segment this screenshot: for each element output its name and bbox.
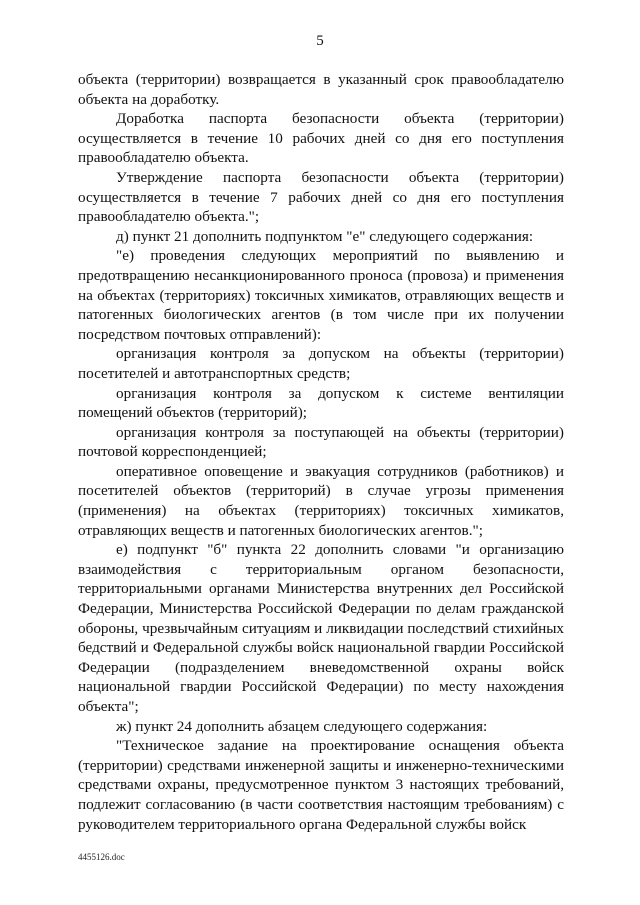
paragraph: Утверждение паспорта безопасности объекта (территории) осуществляется в течение 7 рабочих дней со дня его поступления правообладателю объекта."; — [78, 168, 564, 226]
paragraph: ж) пункт 24 дополнить абзацем следующего содержания: — [116, 717, 488, 735]
paragraph: организация контроля за поступающей на объекты (территории) почтовой корреспонденцией; — [78, 423, 564, 461]
page-number: 5 — [316, 33, 324, 49]
paragraph: д) пункт 21 дополнить подпунктом "е" следующего содержания: — [116, 227, 534, 245]
paragraph: "е) проведения следующих мероприятий по выявлению и предотвращению несанкционированного проноса (провоза) и применения на объектах (территориях) токсичных химикатов, отравляющих веществ и патогенных биологических агентов (в том числе при их получении посредством почтовых отправлений): — [78, 247, 564, 343]
paragraph: объекта (территории) возвращается в указанный срок правообладателю объекта на доработку. — [78, 71, 564, 108]
paragraph: организация контроля за допуском к системе вентиляции помещений объектов (территорий); — [78, 384, 564, 422]
paragraph: "Техническое задание на проектирование оснащения объекта (территории) средствами инженерной защиты и инженерно-техническими средствами охраны, предусмотренное пунктом 3 настоящих требований, подлежит согласованию (в части соответствия настоящим требованиям) с руководителем территориального органа Федеральной службы войск — [78, 737, 564, 833]
paragraph: е) подпункт "б" пункта 22 дополнить словами "и организацию взаимодействия с территориальным органом безопасности, территориальными органами Министерства внутренних дел Российской Федерации, Министерства Российской Федерации по делам гражданской обороны, чрезвычайным ситуациям и ликвидации последствий стихийных бедствий и Федеральной службы войск национальной гвардии Российской Федерации (подразделением вневедомственной охраны войск национальной гвардии Российской Федерации) по месту нахождения объекта"; — [78, 541, 564, 715]
paragraph: организация контроля за допуском на объекты (территории) посетителей и автотранспортных средств; — [78, 345, 564, 382]
paragraph: оперативное оповещение и эвакуация сотрудников (работников) и посетителей объектов (территорий) в случае угрозы применения (применения) на объектах (территориях) токсичных химикатов, отравляющих веществ и патогенных биологических агентов."; — [78, 462, 564, 539]
document-body — [78, 70, 564, 834]
document-filename-footer: 4455126.doc — [78, 852, 125, 862]
paragraph: Доработка паспорта безопасности объекта (территории) осуществляется в течение 10 рабочих дней со дня его поступления правообладателю объекта. — [78, 110, 564, 167]
